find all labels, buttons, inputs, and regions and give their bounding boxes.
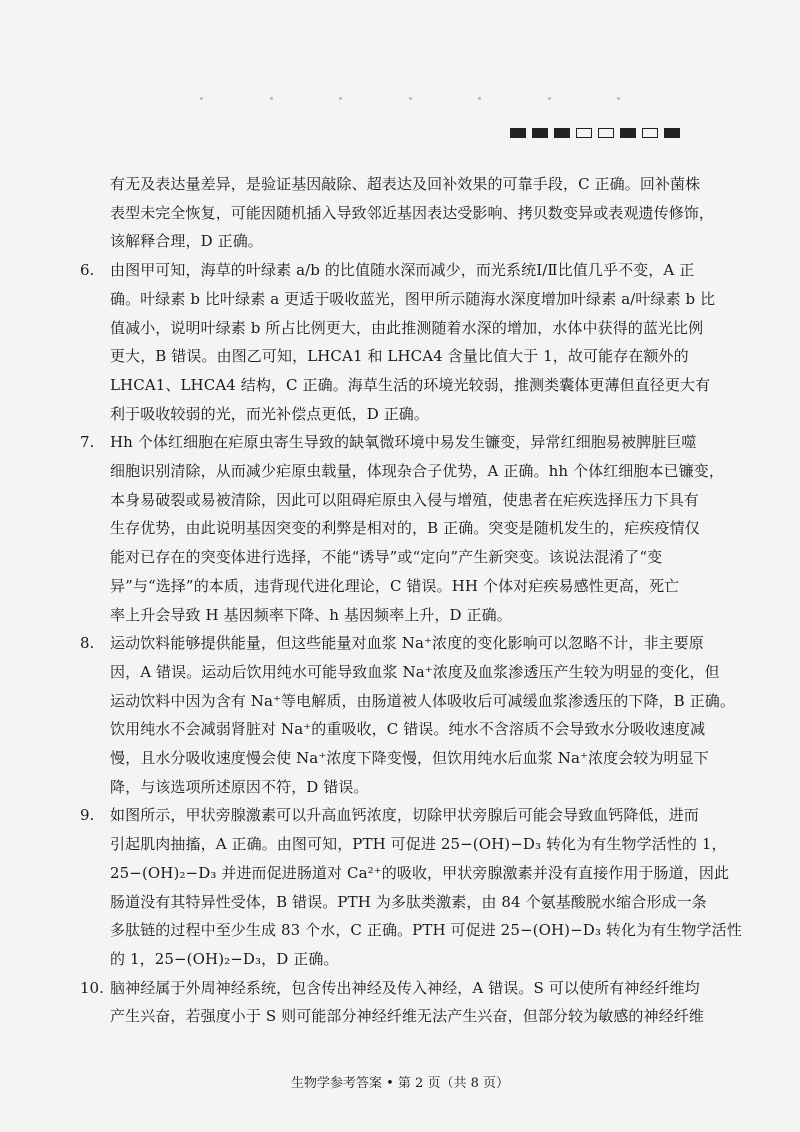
text-line: 饮用纯水不会减弱肾脏对 Na⁺的重吸收，C 错误。纯水不含溶质不会导致水分吸收速度减: [110, 720, 706, 739]
answer-item: [80, 974, 704, 1031]
text-line: 运动饮料能够提供能量，但这些能量对血浆 Na⁺浓度的变化影响可以忽略不计，非主要原: [110, 634, 704, 653]
item-number: 7.: [80, 433, 95, 452]
text-line: 25−(OH)₂−D₃ 并进而促进肠道对 Ca²⁺的吸收，甲状旁腺激素并没有直接作用于肠道，因此: [110, 863, 730, 882]
text-line: 降，与该选项所述原因不符，D 错误。: [110, 777, 369, 796]
empty-square-mark: [642, 128, 658, 138]
answer-content: [80, 170, 742, 1031]
text-line: 细胞识别清除，从而减少疟原虫载量，体现杂合子优势，A 正确。hh 个体红细胞本已镰变，: [110, 462, 724, 481]
filled-square-mark: [620, 128, 636, 138]
text-line: 该解释合理，D 正确。: [110, 232, 263, 251]
answer-item: [80, 629, 735, 801]
page-footer: 生物学参考答案 • 第 2 页（共 8 页）: [290, 1076, 509, 1091]
text-line: 有无及表达量差异，是验证基因敲除、超表达及回补效果的可靠手段，C 正确。回补菌株: [110, 175, 701, 193]
filled-square-mark: [664, 128, 680, 138]
text-line: 运动饮料中因为含有 Na⁺等电解质，由肠道被人体吸收后可减缓血浆渗透压的下降，B 正确。: [110, 691, 735, 710]
text-line: 脑神经属于外周神经系统，包含传出神经及传入神经，A 错误。S 可以使所有神经纤维均: [110, 978, 700, 997]
answer-item: [80, 256, 716, 428]
text-line: 利于吸收较弱的光，而光补偿点更低，D 正确。: [110, 404, 429, 423]
text-line: 率上升会导致 H 基因频率下降、h 基因频率上升，D 正确。: [110, 605, 512, 624]
scan-artifact: [200, 97, 620, 103]
text-line: 异”与“选择”的本质，违背现代进化理论，C 错误。HH 个体对疟疾易感性更高，死亡: [110, 576, 680, 595]
page-marker-squares: [510, 128, 680, 138]
text-line: Hh 个体红细胞在疟原虫寄生导致的缺氧微环境中易发生镰变，异常红细胞易被脾脏巨噬: [110, 433, 697, 452]
text-line: 由图甲可知，海草的叶绿素 a/b 的比值随水深而减少，而光系统Ⅰ/Ⅱ比值几乎不变，A 正: [110, 261, 695, 280]
text-line: 更大，B 错误。由图乙可知，LHCA1 和 LHCA4 含量比值大于 1，故可能存在额外的: [110, 347, 689, 366]
text-line: 能对已存在的突变体进行选择，不能“诱导”或“定向”产生新突变。该说法混淆了“变: [110, 548, 663, 567]
text-line: 的 1，25−(OH)₂−D₃，D 正确。: [110, 949, 339, 968]
text-line: 引起肌肉抽搐，A 正确。由图可知，PTH 可促进 25−(OH)−D₃ 转化为有生物学活性的 1，: [110, 835, 727, 854]
text-line: 慢，且水分吸收速度慢会使 Na⁺浓度下降变慢，但饮用纯水后血浆 Na⁺浓度会较为明显下: [110, 749, 709, 768]
text-line: 因，A 错误。运动后饮用纯水可能导致血浆 Na⁺浓度及血浆渗透压产生较为明显的变化，但: [110, 662, 720, 681]
item-number: 9.: [80, 806, 95, 825]
text-line: 生存优势，由此说明基因突变的利弊是相对的，B 正确。突变是随机发生的，疟疾疫情仅: [110, 519, 700, 538]
text-line: 值减小，说明叶绿素 b 所占比例更大，由此推测随着水深的增加，水体中获得的蓝光比例: [110, 318, 704, 337]
answer-item: [80, 801, 742, 973]
text-line: 本身易破裂或易被清除，因此可以阻碍疟原虫入侵与增殖，使患者在疟疾选择压力下具有: [110, 490, 699, 509]
empty-square-mark: [598, 128, 614, 138]
text-line: 多肽链的过程中至少生成 83 个水，C 正确。PTH 可促进 25−(OH)−D₃ 转化为有生物学活性: [110, 921, 742, 940]
empty-square-mark: [576, 128, 592, 138]
filled-square-mark: [510, 128, 526, 138]
filled-square-mark: [532, 128, 548, 138]
text-line: 确。叶绿素 b 比叶绿素 a 更适于吸收蓝光，图甲所示随海水深度增加叶绿素 a/叶绿素 b 比: [110, 289, 716, 308]
answer-item: [80, 428, 724, 629]
item-number: 10.: [80, 978, 104, 997]
answer-item: [110, 170, 715, 256]
filled-square-mark: [554, 128, 570, 138]
text-line: 肠道没有其特异性受体，B 错误。PTH 为多肽类激素，由 84 个氨基酸脱水缩合形成一条: [110, 892, 707, 911]
text-line: LHCA1、LHCA4 结构，C 正确。海草生活的环境光较弱，推测类囊体更薄但直径更大有: [110, 375, 711, 394]
text-line: 产生兴奋，若强度小于 S 则可能部分神经纤维无法产生兴奋，但部分较为敏感的神经纤维: [110, 1007, 704, 1026]
text-line: 表型未完全恢复，可能因随机插入导致邻近基因表达受影响、拷贝数变异或表观遗传修饰，: [110, 203, 715, 222]
item-number: 8.: [80, 634, 95, 653]
text-line: 如图所示，甲状旁腺激素可以升高血钙浓度，切除甲状旁腺后可能会导致血钙降低，进而: [110, 806, 699, 825]
item-number: 6.: [80, 261, 95, 280]
